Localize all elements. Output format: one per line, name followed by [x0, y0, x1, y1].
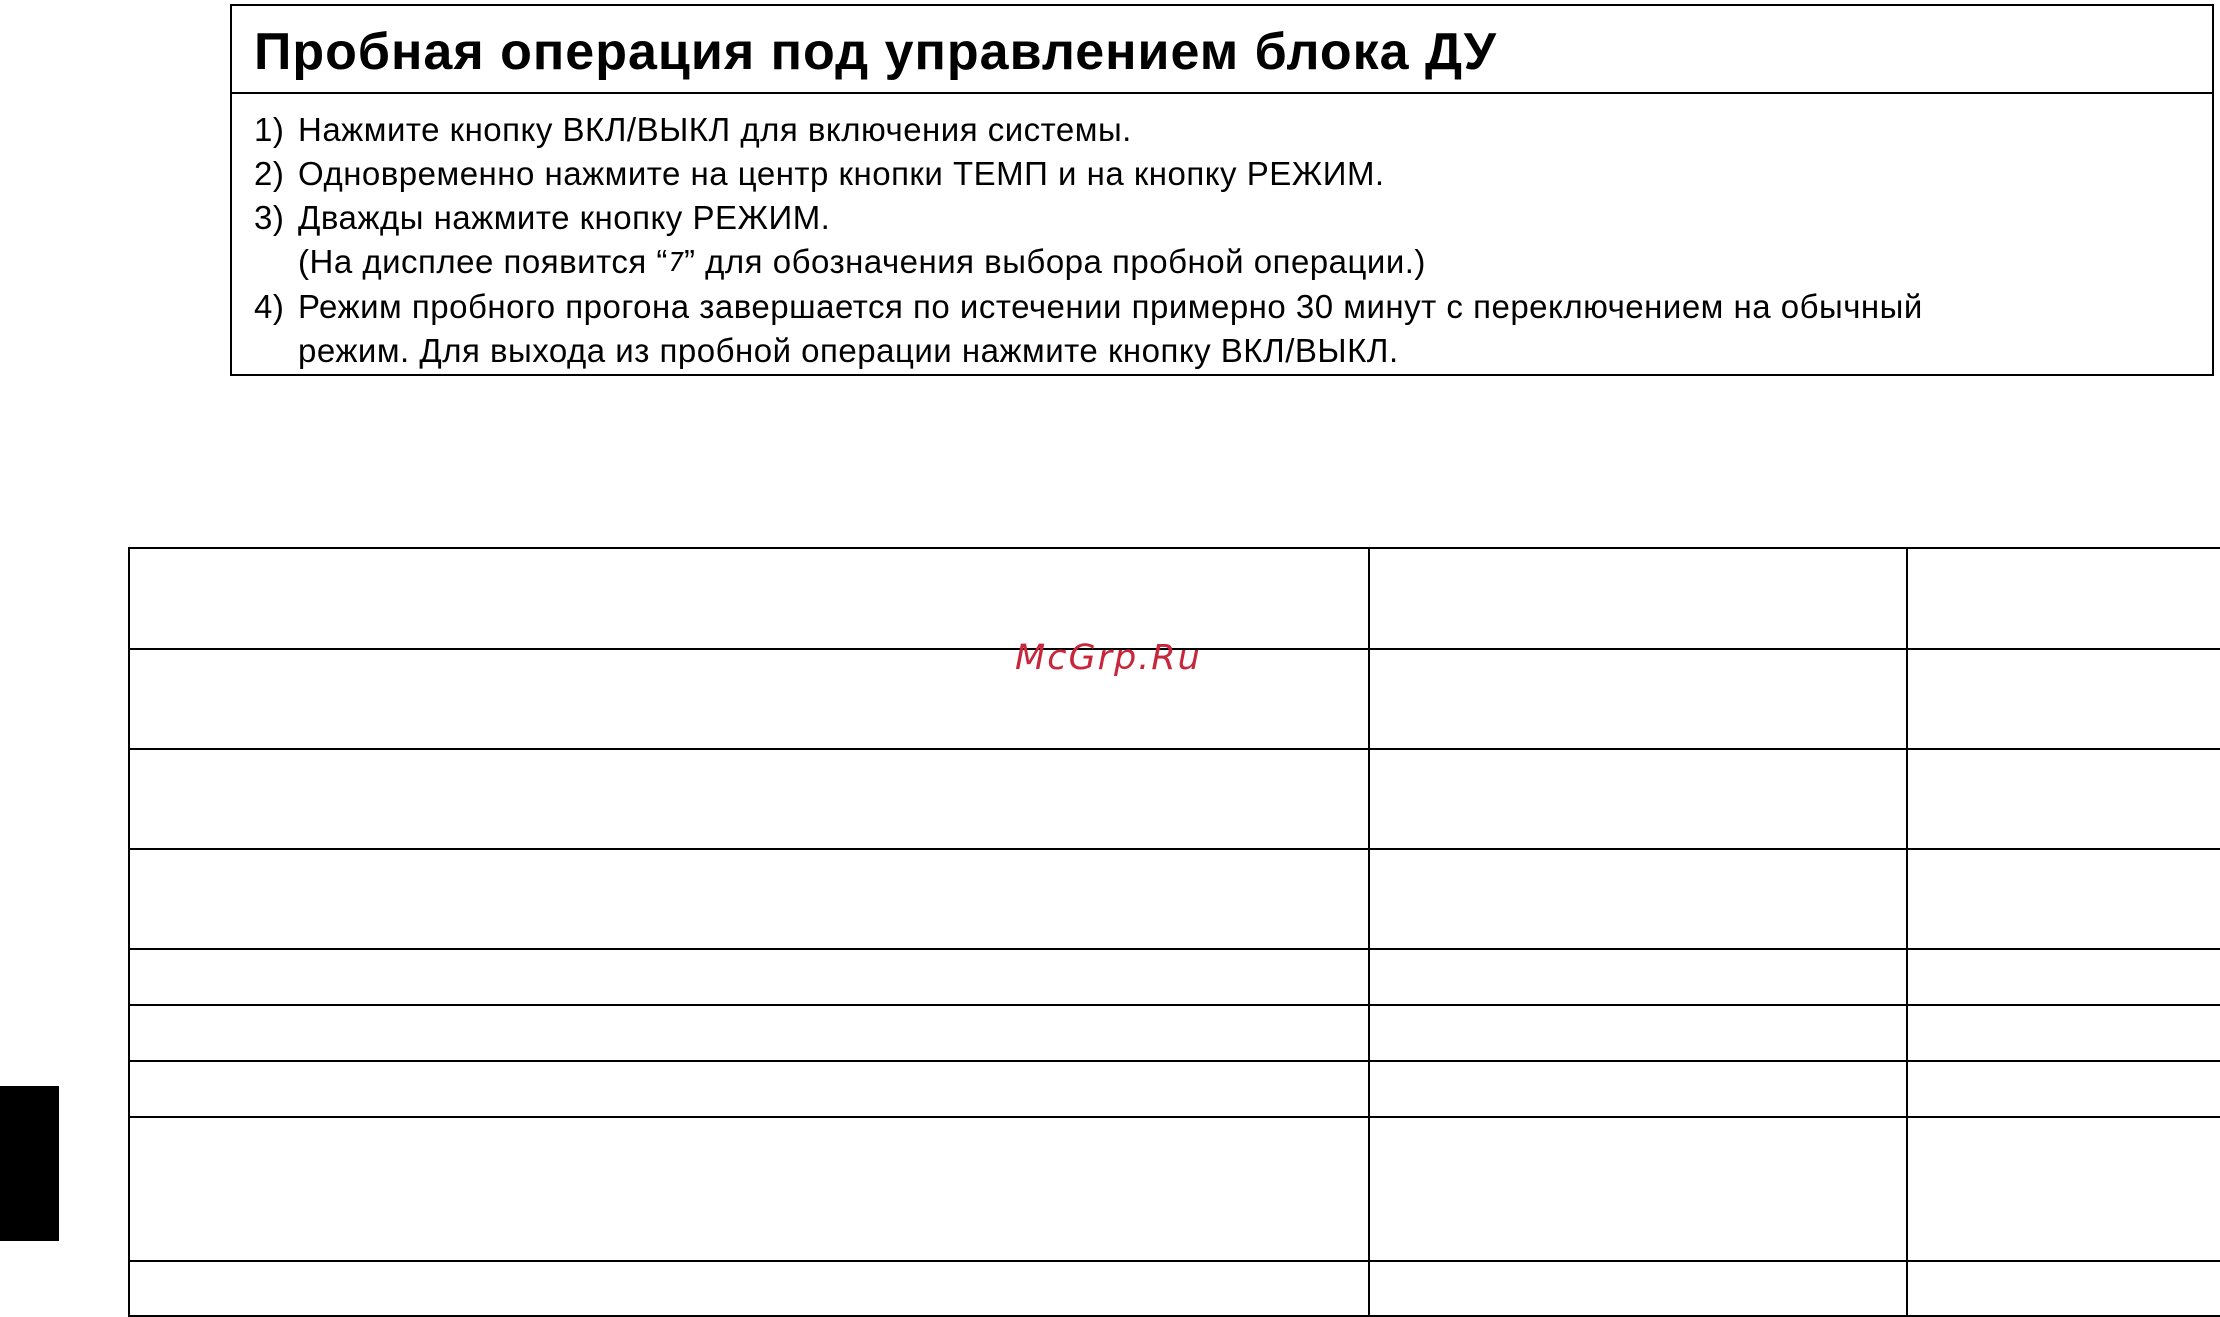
- test-operation-box: [230, 4, 2214, 376]
- column-divider: [1368, 549, 1370, 1315]
- step-4: [254, 285, 2212, 373]
- step-number: 4): [254, 288, 285, 325]
- section-title: Пробная операция под управлением блока ДУ: [232, 6, 2212, 94]
- step-number: 1): [254, 111, 285, 148]
- segment-display-glyph: 7: [665, 248, 687, 278]
- column-divider: [1906, 549, 1908, 1315]
- note-text-before: (На дисплее появится “: [298, 243, 668, 280]
- row-divider: [130, 1004, 2220, 1006]
- watermark: McGrp.Ru: [1015, 638, 1202, 678]
- step-2: [254, 152, 2212, 196]
- step-number: 2): [254, 155, 285, 192]
- step-number: 3): [254, 199, 285, 236]
- step-3: [254, 196, 2212, 285]
- row-divider: [130, 1260, 2220, 1262]
- row-divider: [130, 1060, 2220, 1062]
- page-edge-tab: [0, 1086, 59, 1241]
- step-3-note: [298, 240, 1426, 285]
- steps-list: [232, 94, 2212, 373]
- step-text: Одновременно нажмите на центр кнопки ТЕМП и на кнопку РЕЖИМ.: [298, 155, 1385, 192]
- step-text: режим. Для выхода из пробной операции нажмите кнопку ВКЛ/ВЫКЛ.: [298, 332, 1399, 369]
- note-text-after: ” для обозначения выбора пробной операции.): [684, 243, 1426, 280]
- step-1: [254, 108, 2212, 152]
- row-divider: [130, 1116, 2220, 1118]
- step-text: Дважды нажмите кнопку РЕЖИМ.: [298, 199, 831, 236]
- step-text: Режим пробного прогона завершается по истечении примерно 30 минут с переключением на обычный: [298, 288, 1923, 325]
- step-text: Нажмите кнопку ВКЛ/ВЫКЛ для включения системы.: [298, 111, 1132, 148]
- row-divider: [130, 748, 2220, 750]
- row-divider: [130, 948, 2220, 950]
- row-divider: [130, 848, 2220, 850]
